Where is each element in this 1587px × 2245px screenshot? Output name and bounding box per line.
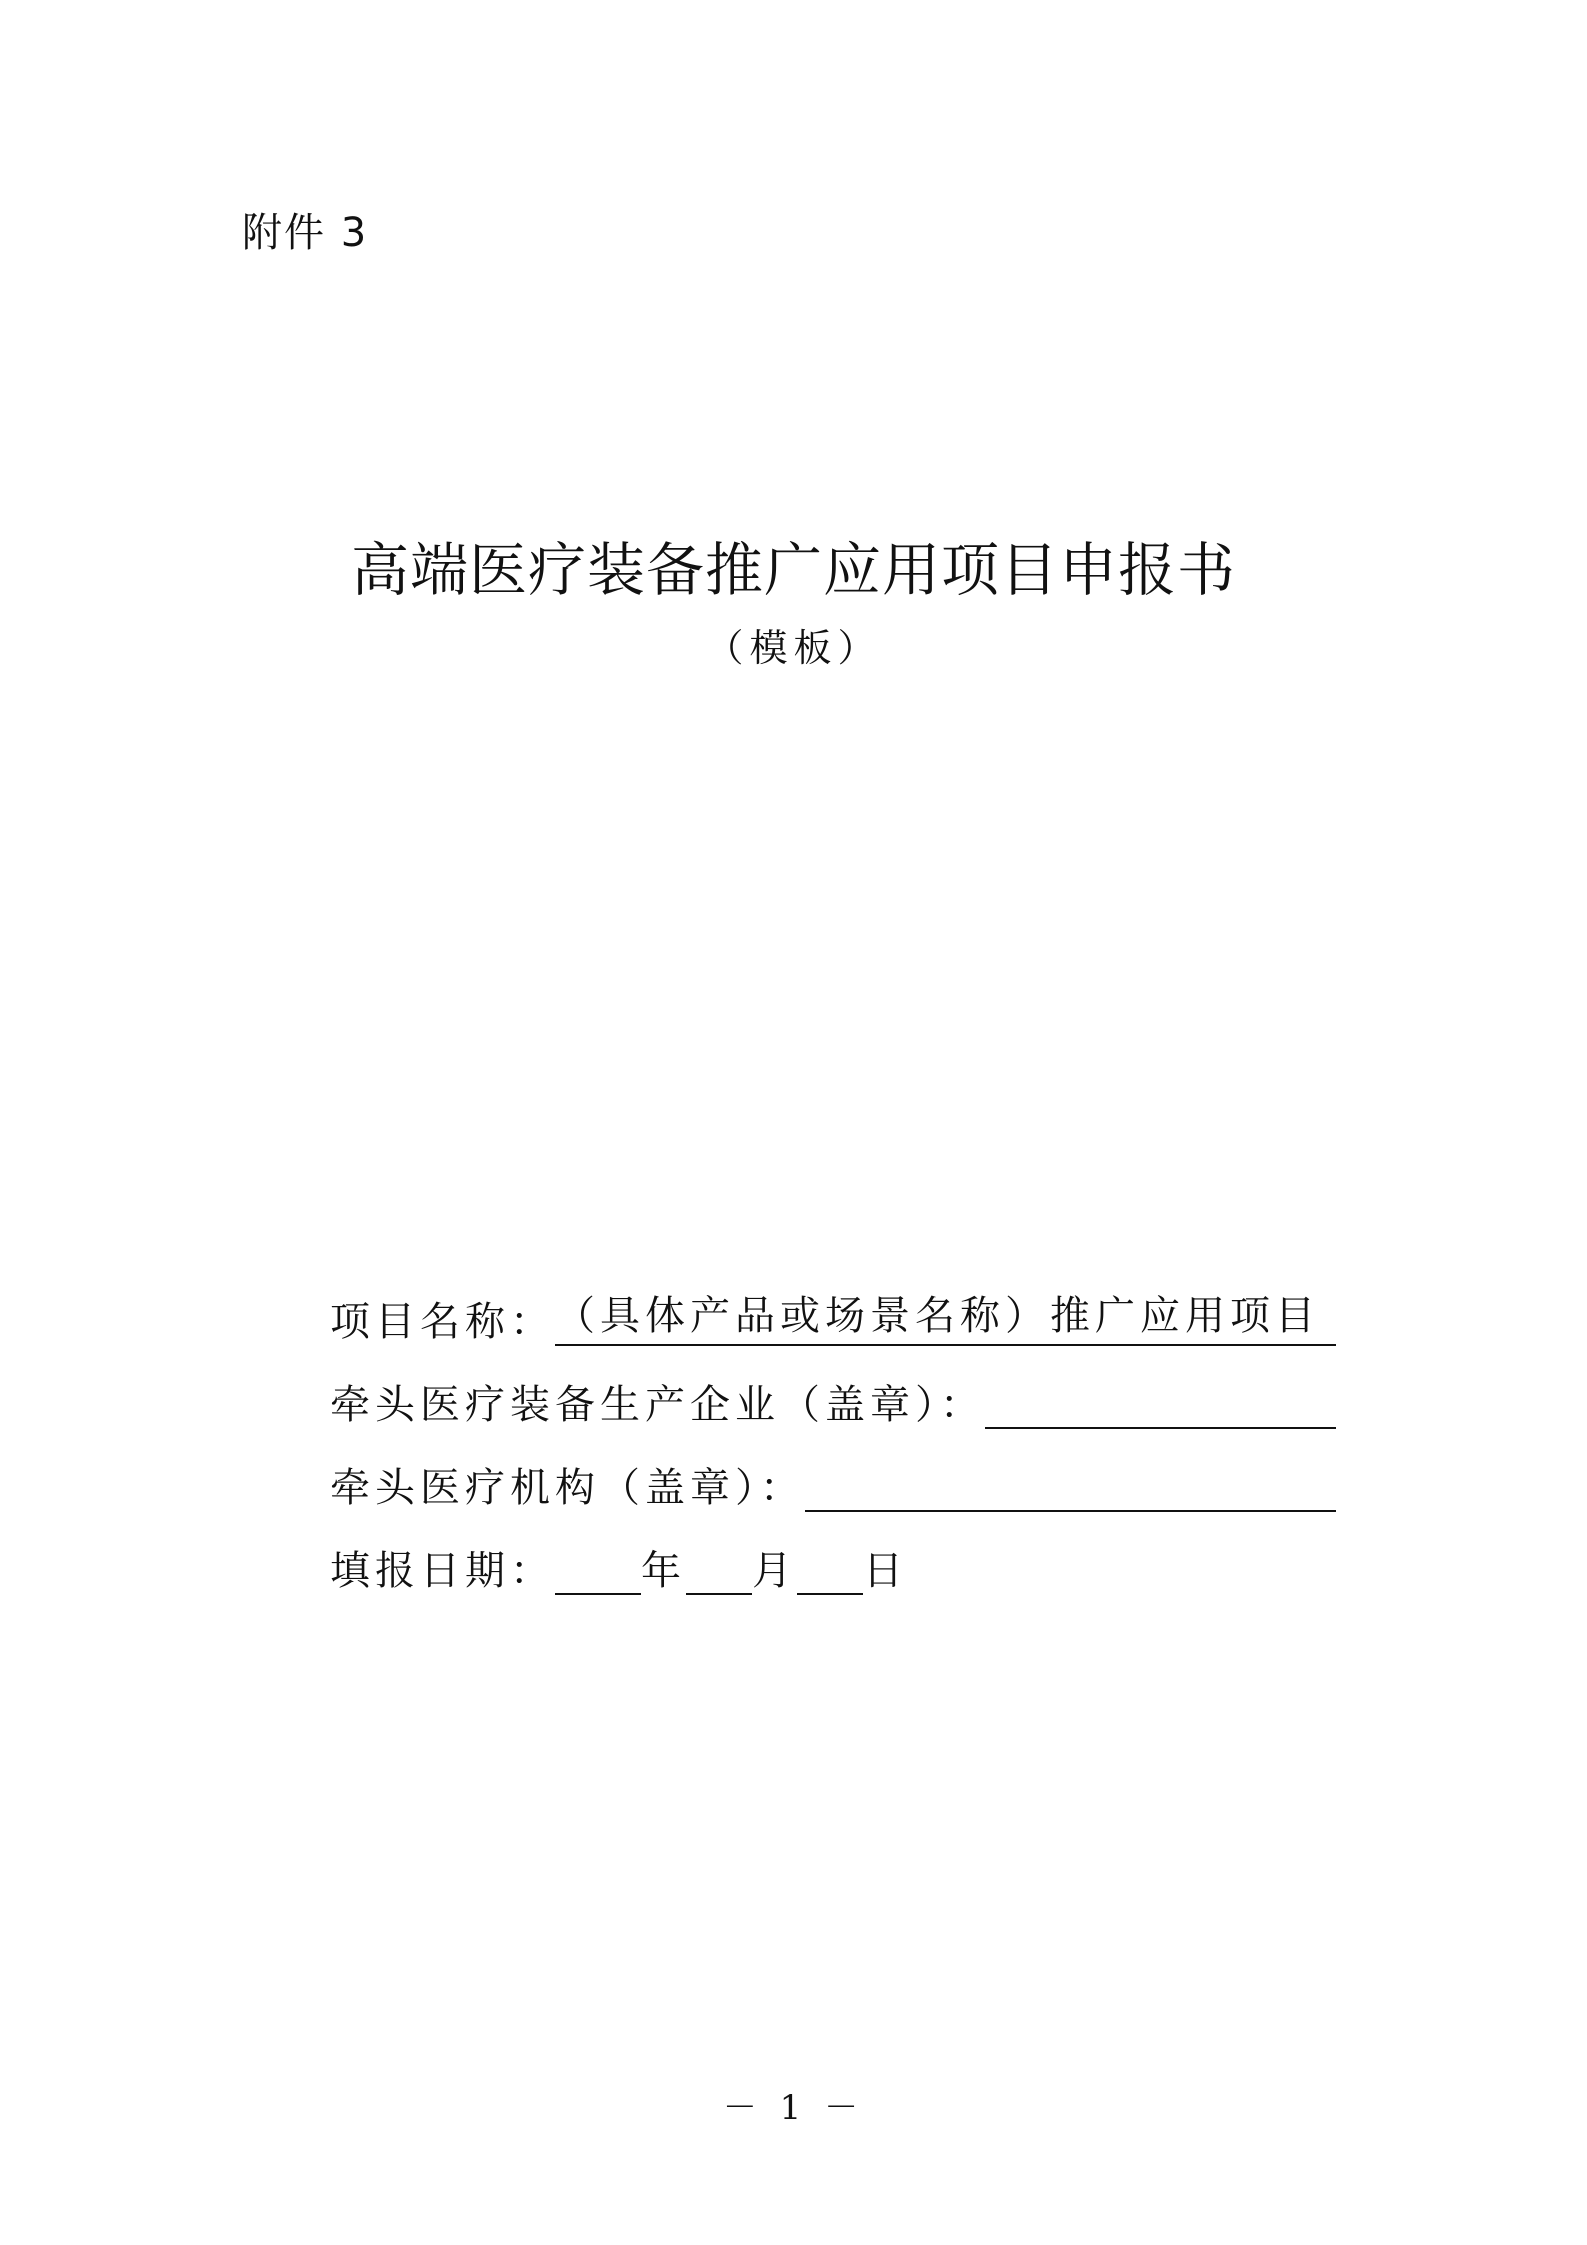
project-name-value-line[interactable] <box>555 1288 1336 1346</box>
year-unit: 年 <box>641 1548 686 1594</box>
page-number: － 1 － <box>722 2088 865 2128</box>
lead-enterprise-field <box>330 1373 1336 1433</box>
month-blank[interactable] <box>686 1539 752 1595</box>
month-unit: 月 <box>752 1548 797 1594</box>
project-name-field <box>330 1290 1336 1350</box>
lead-institution-blank[interactable] <box>805 1454 1336 1512</box>
project-name-value: （具体产品或场景名称）推广应用项目 <box>555 1293 1320 1339</box>
project-name-label: 项目名称： <box>330 1299 555 1345</box>
document-subtitle: （模板） <box>705 626 882 670</box>
lead-institution-field <box>330 1456 1336 1516</box>
day-unit: 日 <box>863 1548 908 1594</box>
lead-institution-label: 牵头医疗机构（盖章）： <box>330 1465 805 1511</box>
fill-date-label: 填报日期： <box>330 1548 555 1594</box>
attachment-label: 附件 3 <box>242 210 369 256</box>
document-title: 高端医疗装备推广应用项目申报书 <box>350 536 1236 604</box>
year-blank[interactable] <box>555 1539 641 1595</box>
day-blank[interactable] <box>797 1539 863 1595</box>
fill-date-field <box>330 1539 1336 1599</box>
lead-enterprise-blank[interactable] <box>985 1371 1336 1429</box>
lead-enterprise-label: 牵头医疗装备生产企业（盖章）： <box>330 1382 985 1428</box>
